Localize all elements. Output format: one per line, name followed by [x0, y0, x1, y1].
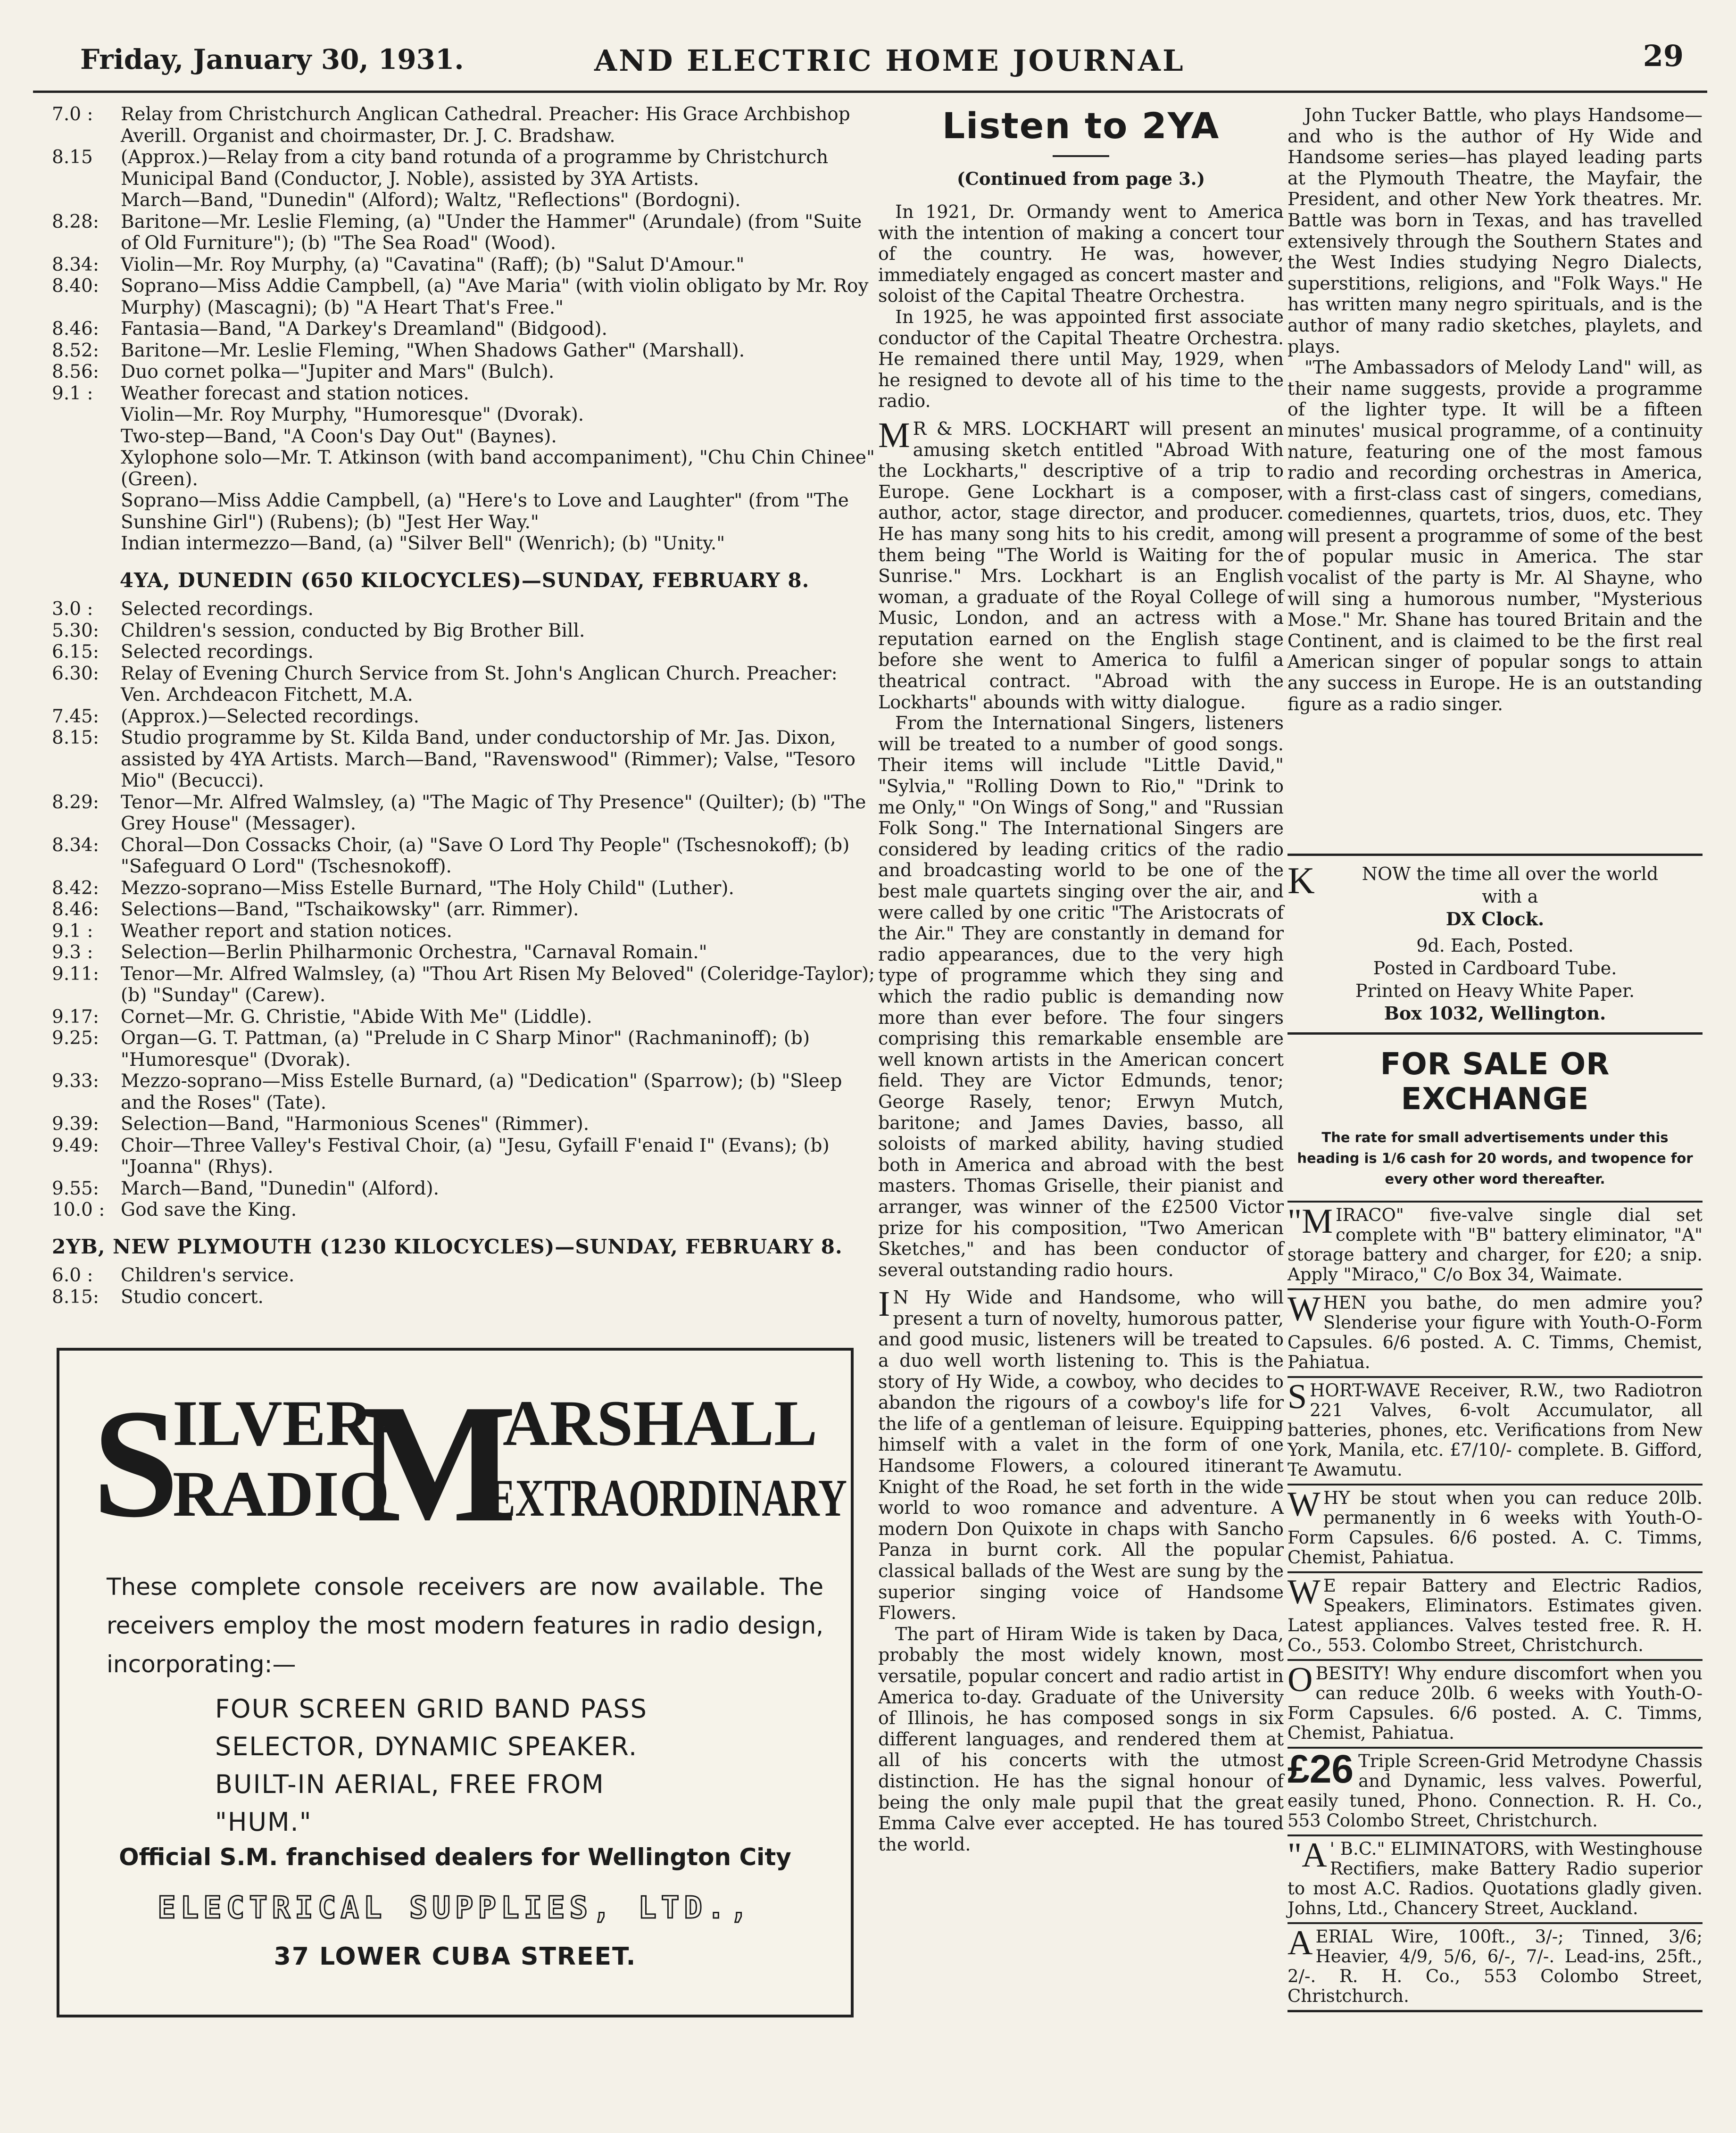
programme-item: 8.15: Studio programme by St. Kilda Band, under conductorship of Mr. Jas. Dixon, assisted by 4YA Artists. March—Band, "Ravenswood" (Rimmer); Valse, "Tesoro Mio" (Becucci).	[52, 727, 856, 791]
paragraph: In 1921, Dr. Ormandy went to America with the intention of making a concert tour of the country. He was, however, immediately engaged as concert master and soloist of the Capital Theatre Orchestra.	[878, 201, 1284, 307]
page-header	[80, 39, 1684, 86]
advert-features	[215, 1690, 781, 1841]
programme-2yb	[52, 1265, 877, 1308]
classified-section	[1287, 854, 1703, 2012]
silver-marshall-advert	[57, 1348, 854, 2017]
programme-item: 9.55: March—Band, "Dunedin" (Alford).	[52, 1178, 439, 1199]
for-sale-title: FOR SALE OR EXCHANGE	[1380, 1047, 1610, 1117]
programme-item: 9.39: Selection—Band, "Harmonious Scenes" (Rimmer).	[52, 1113, 590, 1135]
programme-item: 8.56: Duo cornet polka—"Jupiter and Mars" (Bulch).	[52, 361, 555, 382]
logo-silver: ILVER-	[173, 1387, 395, 1459]
programme-item: 8.34: Violin—Mr. Roy Murphy, (a) "Cavatina" (Raff); (b) "Salut D'Amour."	[52, 254, 745, 275]
paragraph: John Tucker Battle, who plays Handsome—and who is the author of Hy Wide and Handsome series—has played leading parts at the Plymouth Theatre, the Mayfair, the President, and other New York theatres. Mr. Battle was born in Texas, and has travelled extensively through the Southern States and the West Indies studying Negro Dialects, superstitions, religions, and "Folk Ways." He has written many negro spirituals, and is the author of many radio sketches, playlets, and plays.	[1287, 105, 1703, 357]
classified-ad: £26 Triple Screen-Grid Metrodyne Chassis and Dynamic, less valves. Powerful, easily tuned, Phono. Connection. R. H. Co., 553 Colombo Street, Christchurch.	[1287, 1747, 1703, 1834]
programme-item: 9.11: Tenor—Mr. Alfred Walmsley, (a) "Thou Art Risen My Beloved" (Coleridge-Taylor); (b) "Sunday" (Carew).	[52, 963, 875, 1006]
advert-dealer-note: Official S.M. franchised dealers for Wellington City	[119, 1843, 791, 1871]
programme-item: 3.0 : Selected recordings.	[52, 598, 314, 620]
feature-line: "HUM."	[215, 1807, 312, 1837]
advert-description: These complete console receivers are now available. The receivers employ the most modern features in radio design, incorporating:—	[107, 1573, 823, 1678]
classified-ad: "A ' B.C." ELIMINATORS, with Westinghouse Rectifiers, make Battery Radio superior to most A.C. Radios. Quotations gladly given. Johns, Ltd., Chancery Street, Auckland.	[1287, 1834, 1703, 1922]
advert-address: 37 LOWER CUBA STREET.	[274, 1942, 637, 1971]
logo-letter-s: S	[92, 1378, 179, 1550]
programme-item: Two-step—Band, "A Coon's Day Out" (Baynes).	[121, 425, 557, 447]
article-body	[878, 201, 1284, 1855]
drop-cap: K	[1287, 860, 1315, 902]
article-heading: Listen to 2YA	[942, 105, 1220, 147]
programme-item: 9.17: Cornet—Mr. G. Christie, "Abide With Me" (Liddle).	[52, 1006, 592, 1028]
section-heading-2yb: 2YB, NEW PLYMOUTH (1230 KILOCYCLES)—SUNDAY, FEBRUARY 8.	[52, 1235, 843, 1258]
programme-item: 9.49: Choir—Three Valley's Festival Choir, (a) "Jesu, Gyfaill F'enaid I" (Evans); (b) "Joanna" (Rhys).	[52, 1135, 830, 1178]
programme-item: Indian intermezzo—Band, (a) "Silver Bell" (Wenrich); (b) "Unity."	[121, 533, 725, 554]
programme-item: 8.52: Baritone—Mr. Leslie Fleming, "When Shadows Gather" (Marshall).	[52, 340, 745, 361]
feature-line: SELECTOR, DYNAMIC SPEAKER.	[215, 1732, 638, 1761]
programme-item: 9.25: Organ—G. T. Pattman, (a) "Prelude in C Sharp Minor" (Rachmaninoff); (b) "Humoresque" (Dvorak).	[52, 1028, 810, 1071]
programme-item: March—Band, "Dunedin" (Alford); Waltz, "Reflections" (Bordogni).	[121, 190, 741, 211]
programme-3yc	[52, 104, 877, 555]
programme-listing	[52, 104, 877, 1308]
programme-item: 7.0 : Relay from Christchurch Anglican Cathedral. Preacher: His Grace Archbishop Averill. Organist and choirmaster, Dr. J. C. Bradshaw.	[52, 104, 850, 147]
header-rule	[33, 91, 1707, 93]
dx-clock-advert: K NOW the time all over the world with a DX Clock. 9d. Each, Posted. Posted in Cardboard Tube. Printed on Heavy White Paper. Box 1032, Wellington.	[1287, 854, 1703, 1032]
programme-item: 9.1 : Weather report and station notices.	[52, 920, 452, 942]
paragraph: I N Hy Wide and Handsome, who will present a turn of novelty, humorous patter, and good music, listeners will be treated to a duo well worth listening to. This is the story of Hy Wide, a cowboy, who decides to abandon the rigours of a cowboy's life for the life of a gentleman of leisure. Equipping himself with a valet in the form of one Handsome Flowers, a coloured itinerant Knight of the Road, he set forth in the wide world to woo romance and adventure. A modern Don Quixote in chaps with Sancho Panza in burnt cork. All the popular classical ballads of the West are sung by the superior singing voice of Handsome Flowers.	[878, 1284, 1284, 1624]
article-listen-to-2ya	[878, 105, 1284, 1855]
programme-item: 9.3 : Selection—Berlin Philharmonic Orchestra, "Carnaval Romain."	[52, 942, 707, 963]
logo-marshall: ARSHALL	[503, 1387, 818, 1459]
silver-marshall-logo	[92, 1369, 847, 1557]
programme-item: 8.42: Mezzo-soprano—Miss Estelle Burnard, "The Holy Child" (Luther).	[52, 877, 734, 899]
paragraph: The part of Hiram Wide is taken by Daca, probably the most widely known, most versatile, popular concert and radio artist in America to-day. Graduate of the University of Illinois, he has composed songs in six different languages, and rendered them at all of his concerts with the utmost distinction. He has the signal honour of being the only male pupil that the great Emma Calve ever accepted. He has toured the world.	[878, 1623, 1284, 1855]
paragraph: "The Ambassadors of Melody Land" will, as their name suggests, provide a programme of the lighter type. It will be a fifteen minutes' musical programme, of a continuity nature, featuring one of the most famous radio and recording orchestras in America, with a first-class cast of singers, comedians, comediennes, quartets, trios, duos, etc. They will present a programme of some of the best of popular music in America. The star vocalist of the party is Mr. Al Shayne, who will sing a humorous number, "Mysterious Mose." Mr. Shane has toured Britain and the Continent, and is claimed to be the first real American singer of popular songs to attain any success in Europe. He is an outstanding figure as a radio singer.	[1287, 357, 1703, 714]
classified-ad: AERIAL Wire, 100ft., 3/-; Tinned, 3/6; Heavier, 4/9, 5/6, 6/-, 7/-. Lead-ins, 25ft., 2/-. R. H. Co., 553 Colombo Street, Christchurch.	[1287, 1922, 1703, 2010]
journal-title: AND ELECTRIC HOME JOURNAL	[594, 43, 1185, 78]
classified-ad: WHY be stout when you can reduce 20lb. permanently in 6 weeks with Youth-O-Form Capsules. 6/6 posted. A. C. Timms, Chemist, Pahiatua.	[1287, 1484, 1703, 1571]
classified-ad: SHORT-WAVE Receiver, R.W., two Radiotron 221 Valves, 6-volt Accumulator, all batteries, phones, etc. Verifications from New York, Manila, etc. £7/10/- complete. B. Gifford, Te Awamutu.	[1287, 1376, 1703, 1484]
paragraph: M R & MRS. LOCKHART will present an amusing sketch entitled "Abroad With the Lockharts," descriptive of a trip to Europe. Gene Lockhart is a composer, author, actor, stage director, and producer. He has many song hits to his credit, among them being "The World is Waiting for the Sunrise." Mrs. Lockhart is an English woman, a graduate of the Royal College of Music, London, and an actress with a reputation earned on the English stage before she went to America to fulfil a theatrical contract. "Abroad with the Lockharts" abounds with witty dialogue.	[878, 415, 1284, 713]
drop-cap: M	[878, 415, 910, 455]
programme-item: 8.40: Soprano—Miss Addie Campbell, (a) "Ave Maria" (with violin obligato by Mr. Roy Murphy) (Mascagni); (b) "A Heart That's Free."	[52, 275, 869, 318]
rate-note: The rate for small advertisements under this heading is 1/6 cash for 20 words, and twopence for every other word thereafter.	[1297, 1129, 1693, 1187]
programme-item: 8.28: Baritone—Mr. Leslie Fleming, (a) "Under the Hammer" (Arundale) (from "Suite of Old Furniture"); (b) "The Sea Road" (Wood).	[52, 211, 862, 254]
logo-letter-m: M	[357, 1369, 517, 1557]
paragraph: From the International Singers, listeners will be treated to a number of good songs. Their items will include "Little David," "Sylvia," "Rolling Down to Rio," "Drink to me Only," "On Wings of Song," and "Russian Folk Song." The International Singers are considered by leading critics of the radio and broadcasting world to be one of the best male quartets singing over the air, and were called by one critic "The Aristocrats of the Air." They are constantly in demand for radio appearances, due to the very high type of programme which they sing and which the radio public is demanding now more than ever before. The four singers comprising this remarkable ensemble are well known artists in the American concert field. They are Victor Edmunds, tenor; George Rasely, tenor; Erwyn Mutch, baritone; and James Davies, basso, all soloists of marked ability, having studied both in America and abroad with the best masters. Thomas Griselle, their pianist and arranger, was winner of the £2500 Victor prize for his composition, "Two American Sketches," and has been conductor of several outstanding radio hours.	[878, 713, 1284, 1280]
programme-item: 6.30: Relay of Evening Church Service from St. John's Anglican Church. Preacher: Ven. Archdeacon Fitchett, M.A.	[52, 663, 838, 705]
programme-item: 5.30: Children's session, conducted by Big Brother Bill.	[52, 620, 585, 641]
programme-item: 10.0 : God save the King.	[52, 1199, 297, 1220]
programme-item: 7.45: (Approx.)—Selected recordings.	[52, 705, 419, 727]
for-sale-header	[1287, 1032, 1703, 1189]
programme-4ya	[52, 598, 877, 1221]
advert-company: ELECTRICAL SUPPLIES, LTD.,	[158, 1891, 753, 1926]
programme-item: 8.29: Tenor—Mr. Alfred Walmsley, (a) "The Magic of Thy Presence" (Quilter); (b) "The Grey House" (Messager).	[52, 791, 866, 834]
feature-line: FOUR SCREEN GRID BAND PASS	[215, 1694, 648, 1724]
section-heading-4ya: 4YA, DUNEDIN (650 KILOCYCLES)—SUNDAY, FEBRUARY 8.	[119, 568, 810, 592]
programme-item: Xylophone solo—Mr. T. Atkinson (with band accompaniment), "Chu Chin Chinee" (Green).	[121, 447, 875, 490]
programme-item: 6.0 : Children's service.	[52, 1265, 295, 1286]
programme-item: 8.15: Studio concert.	[52, 1286, 264, 1308]
programme-item: 9.1 : Weather forecast and station notices.	[52, 382, 469, 404]
programme-item: Soprano—Miss Addie Campbell, (a) "Here's to Love and Laughter" (from "The Sunshine Girl") (Rubens); (b) "Jest Her Way."	[121, 490, 849, 533]
page-number: 29	[1643, 39, 1684, 73]
classified-ad: WHEN you bathe, do men admire you? Slenderise your figure with Youth-O-Form Capsules. 6/6 posted. A. C. Timms, Chemist, Pahiatua.	[1287, 1288, 1703, 1376]
logo-radio: RADIO	[173, 1458, 390, 1530]
article-continuation	[1287, 105, 1703, 714]
heading-rule	[1053, 155, 1109, 157]
classified-ad: "MIRACO" five-valve single dial set complete with "B" battery eliminator, "A" storage battery and charger, for £20; a snip. Apply "Miraco," C/o Box 34, Waimate.	[1287, 1201, 1703, 1288]
logo-extraordinary: EXTRAORDINARY	[489, 1469, 847, 1527]
paragraph: In 1925, he was appointed first associate conductor of the Capital Theatre Orchestra. He remained there until May, 1929, when he resigned to devote all of his time to the radio.	[878, 306, 1284, 412]
programme-item: 9.33: Mezzo-soprano—Miss Estelle Burnard, (a) "Dedication" (Sparrow); (b) "Sleep and the Roses" (Tate).	[52, 1071, 842, 1113]
programme-item: 8.15 (Approx.)—Relay from a city band rotunda of a programme by Christchurch Municipal Band (Conductor, J. Noble), assisted by 3YA Artists.	[52, 147, 829, 190]
programme-item: 8.34: Choral—Don Cossacks Choir, (a) "Save O Lord Thy People" (Tschesnokoff); (b) "Safeguard O Lord" (Tschesnokoff).	[52, 834, 850, 877]
classified-ad: W E repair Battery and Electric Radios, Speakers, Eliminators. Estimates given. Latest appliances. Valves tested free. R. H. Co., 553. Colombo Street, Christchurch.	[1287, 1571, 1703, 1659]
programme-item: 8.46: Selections—Band, "Tschaikowsky" (arr. Rimmer).	[52, 899, 579, 920]
issue-date: Friday, January 30, 1931.	[80, 43, 464, 75]
programme-item: 8.46: Fantasia—Band, "A Darkey's Dreamland" (Bidgood).	[52, 318, 607, 340]
feature-line: BUILT-IN AERIAL, FREE FROM	[215, 1769, 605, 1799]
drop-cap: I	[878, 1284, 890, 1324]
programme-item: Violin—Mr. Roy Murphy, "Humoresque" (Dvorak).	[121, 404, 584, 425]
classified-ad: OBESITY! Why endure discomfort when you can reduce 20lb. 6 weeks with Youth-O-Form Capsules. 6/6 posted. A. C. Timms, Chemist, Pahiatua.	[1287, 1659, 1703, 1747]
programme-item: 6.15: Selected recordings.	[52, 641, 314, 663]
continued-note: (Continued from page 3.)	[956, 168, 1205, 189]
